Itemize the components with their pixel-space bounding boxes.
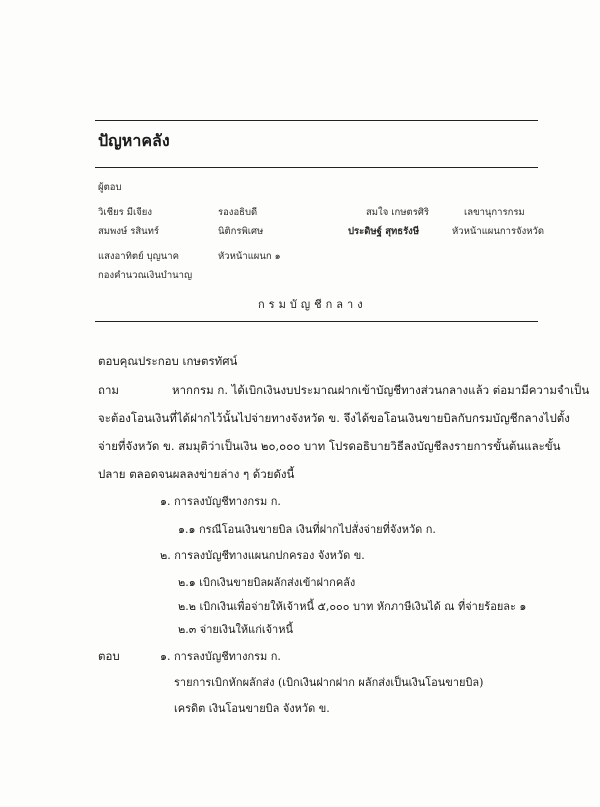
question-line: จ่ายที่จังหวัด ข. สมมุติว่าเป็นเงิน ๒๐,๐๐๐ บาท โปรดอธิบายวิธีลงบัญชีลงรายการขั้นต้นและขั้น: [98, 439, 561, 453]
answer-item: ๑. การลงบัญชีทางกรม ก.: [160, 650, 281, 663]
respondent-name: สมพงษ์ รสินทร์: [98, 226, 160, 237]
respondent-position: หัวหน้าแผนการจังหวัด: [452, 226, 545, 237]
answer-line: รายการเบิกหักผลักส่ง (เบิกเงินฝากฝาก ผลักส่งเป็นเงินโอนขายบิล): [174, 676, 484, 689]
top-rule: [95, 120, 538, 121]
respondent-name: แสงอาทิตย์ บุญนาค: [98, 251, 179, 262]
question-line: จะต้องโอนเงินที่ได้ฝากไว้นั้นไปจ่ายทางจังหวัด ข. จึงได้ขอโอนเงินขายบิลกับกรมบัญชีกลางไปตั้ง: [98, 411, 570, 425]
respondent-name: วิเชียร มีเจียง: [98, 207, 152, 218]
question-item: ๒. การลงบัญชีทางแผนกปกครอง จังหวัด ข.: [160, 549, 365, 562]
respondent-division: กองคำนวณเงินบำนาญ: [98, 270, 193, 281]
respondent-position: นิติกรพิเศษ: [218, 226, 264, 237]
question-subitem: ๑.๑ กรณีโอนเงินขายบิล เงินที่ฝากไปสั่งจ่ายที่จังหวัด ก.: [178, 523, 436, 536]
answer-label: ตอบ: [98, 649, 120, 663]
department-rule: [95, 321, 538, 322]
question-subitem: ๒.๑ เบิกเงินขายบิลผลักส่งเข้าฝากคลัง: [178, 576, 356, 589]
question-line: ปลาย ตลอดจนผลลงข่ายล่าง ๆ ด้วยดังนี้: [98, 467, 295, 481]
question-addressee: ตอบคุณประกอบ เกษตรทัศน์: [98, 354, 238, 368]
question-subitem: ๒.๓ จ่ายเงินให้แก่เจ้าหนี้: [178, 623, 294, 636]
question-line: หากกรม ก. ได้เบิกเงินงบประมาณฝากเข้าบัญชีทางส่วนกลางแล้ว ต่อมามีความจำเป็น: [172, 383, 590, 397]
department-heading: กรมบัญชีกลาง: [258, 298, 367, 311]
section-title: ปัญหาคลัง: [98, 131, 170, 150]
respondent-name: สมใจ เกษตรศิริ: [366, 207, 429, 218]
respondent-position: หัวหน้าแผนก ๑: [218, 251, 281, 262]
title-rule: [95, 167, 538, 168]
question-subitem: ๒.๒ เบิกเงินเพื่อจ่ายให้เจ้าหนี้ ๕,๐๐๐ บาท หักภาษีเงินได้ ณ ที่จ่ายร้อยละ ๑: [178, 600, 527, 613]
question-item: ๑. การลงบัญชีทางกรม ก.: [160, 495, 281, 508]
respondent-position: เลขานุการกรม: [464, 207, 525, 218]
respondent-name: ประดิษฐ์ สุทธรังษี: [348, 226, 420, 237]
answer-line: เครดิต เงินโอนขายบิล จังหวัด ข.: [174, 702, 330, 715]
question-label: ถาม: [98, 383, 120, 397]
respondents-label: ผู้ตอบ: [98, 182, 122, 193]
respondent-position: รองอธิบดี: [218, 207, 258, 218]
